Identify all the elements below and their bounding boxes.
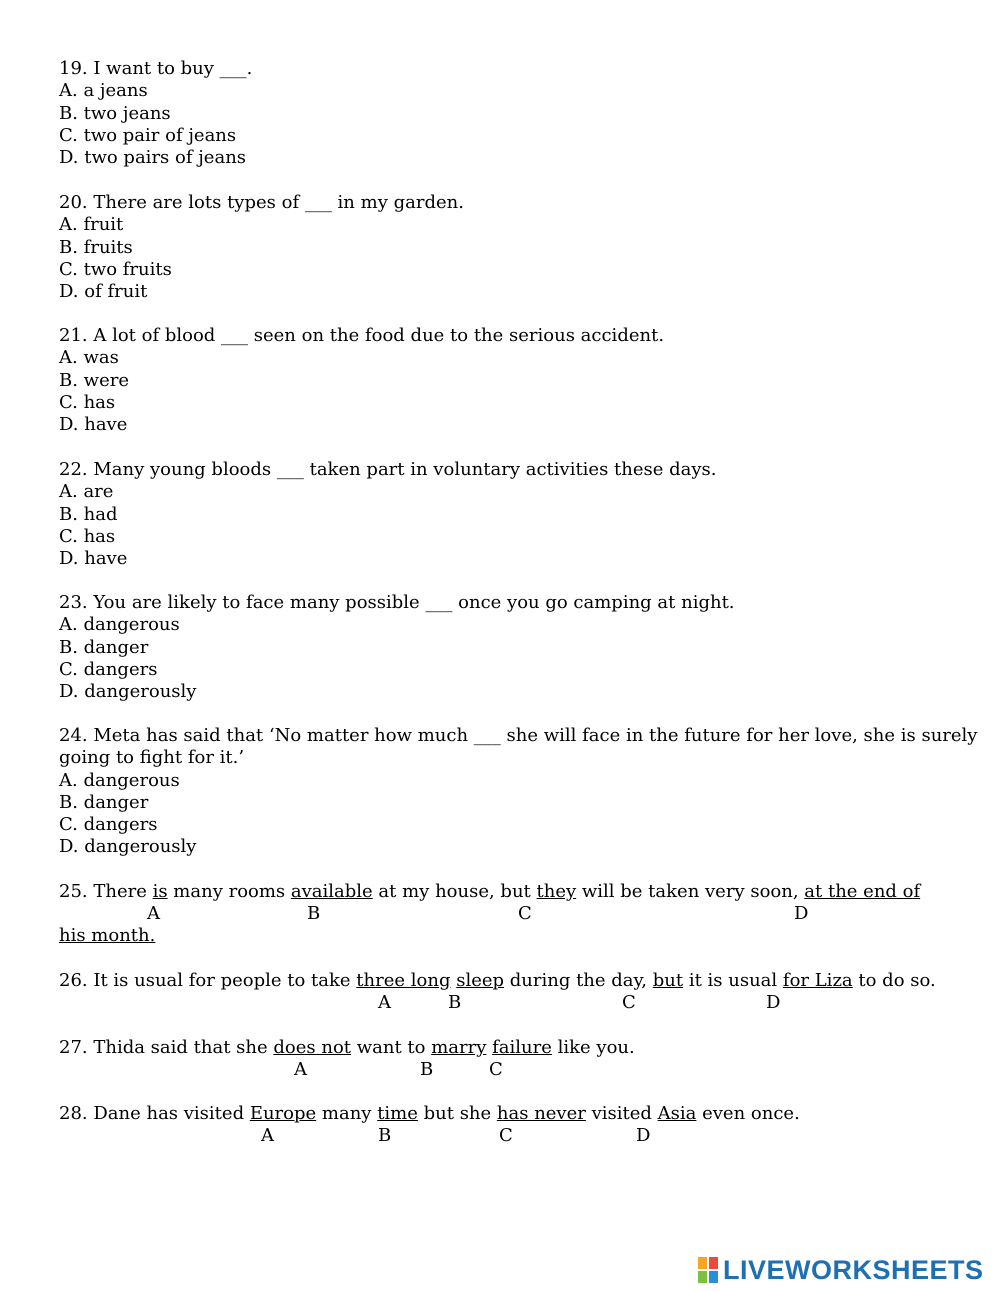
logo-block <box>697 1270 708 1284</box>
letter-d: D <box>636 1125 651 1147</box>
question-23 <box>59 592 735 703</box>
option-d: D. of fruit <box>59 281 148 303</box>
underlined-part-d: Asia <box>657 1103 697 1124</box>
question-sentence <box>59 1103 800 1125</box>
option-b: B. danger <box>59 636 149 658</box>
question-28 <box>59 1103 800 1147</box>
text: but she <box>417 1103 497 1124</box>
question-20 <box>59 192 464 303</box>
underlined-part-b: time <box>377 1103 418 1124</box>
option-a: A. are <box>59 481 114 503</box>
text: 25. There <box>59 881 153 902</box>
question-22 <box>59 459 717 570</box>
text: at my house, but <box>372 881 537 902</box>
option-c: C. has <box>59 391 116 413</box>
option-c: C. has <box>59 525 116 547</box>
option-b: B. two jeans <box>59 102 171 124</box>
logo-text: LIVEWORKSHEETS <box>723 1254 984 1285</box>
question-stem: 21. A lot of blood ___ seen on the food due to the serious accident. <box>59 325 665 346</box>
option-d: D. dangerously <box>59 836 197 858</box>
logo-block <box>697 1256 708 1270</box>
answer-letters <box>59 903 920 925</box>
text: 27. Thida said that she <box>59 1037 274 1058</box>
underlined-part-a: does not <box>273 1037 352 1058</box>
option-a: A. dangerous <box>59 614 180 636</box>
underlined-part-d: for Liza <box>782 970 853 991</box>
text: many <box>316 1103 378 1124</box>
option-c: C. dangers <box>59 658 158 680</box>
answer-letters <box>59 992 936 1014</box>
letter-c: C <box>499 1125 513 1147</box>
question-stem-line-1: 24. Meta has said that ‘No matter how much ___ she will face in the future for her love, she is surely <box>59 725 978 746</box>
letter-a: A <box>261 1125 274 1147</box>
text: 26. It is usual for people to take <box>59 970 357 991</box>
option-a: A. a jeans <box>59 80 148 102</box>
option-b: B. were <box>59 369 129 391</box>
text: to do so. <box>852 970 936 991</box>
letter-b: B <box>307 903 321 925</box>
text: many rooms <box>167 881 291 902</box>
question-stem: 22. Many young bloods ___ taken part in voluntary activities these days. <box>59 459 717 480</box>
question-sentence <box>59 970 936 992</box>
option-c: C. two pair of jeans <box>59 124 237 146</box>
text: like you. <box>551 1037 635 1058</box>
letter-c: C <box>622 992 636 1014</box>
letter-a: A <box>294 1059 307 1081</box>
option-c: C. two fruits <box>59 258 172 280</box>
question-25 <box>59 881 920 948</box>
option-d: D. have <box>59 414 128 436</box>
liveworksheets-logo <box>697 1255 984 1285</box>
option-c: C. dangers <box>59 814 158 836</box>
option-b: B. had <box>59 503 118 525</box>
question-stem-line-2: going to fight for it.’ <box>59 747 245 769</box>
underlined-part-b: available <box>290 881 373 902</box>
question-24 <box>59 725 977 859</box>
option-b: B. fruits <box>59 236 133 258</box>
question-stem: 23. You are likely to face many possible ___ once you go camping at night. <box>59 592 735 613</box>
letter-a: A <box>378 992 391 1014</box>
option-d: D. two pairs of jeans <box>59 147 247 169</box>
underlined-part-b: sleep <box>456 970 505 991</box>
text: even once. <box>696 1103 800 1124</box>
underlined-part-d-continued: his month. <box>59 925 156 947</box>
option-a: A. dangerous <box>59 769 180 791</box>
text: during the day, <box>504 970 653 991</box>
option-a: A. fruit <box>59 214 124 236</box>
text: visited <box>585 1103 658 1124</box>
letter-b: B <box>420 1059 434 1081</box>
option-a: A. was <box>59 347 119 369</box>
letter-c: C <box>489 1059 503 1081</box>
letter-a: A <box>147 903 160 925</box>
question-sentence <box>59 881 920 903</box>
letter-d: D <box>794 903 809 925</box>
logo-block <box>708 1270 719 1284</box>
answer-letters <box>59 1059 635 1081</box>
option-b: B. danger <box>59 791 149 813</box>
question-27 <box>59 1037 635 1081</box>
option-d: D. dangerously <box>59 681 197 703</box>
underlined-part-b: marry <box>431 1037 487 1058</box>
underlined-part-c: has never <box>496 1103 586 1124</box>
question-stem: 19. I want to buy ___. <box>59 58 253 79</box>
answer-letters <box>59 1125 800 1147</box>
option-d: D. have <box>59 548 128 570</box>
logo-block <box>708 1256 719 1270</box>
underlined-part-d: at the end of <box>804 881 921 902</box>
question-26 <box>59 970 936 1014</box>
underlined-part-a: three long <box>356 970 451 991</box>
question-19 <box>59 58 252 169</box>
underlined-part-a: is <box>152 881 168 902</box>
underlined-part-c: they <box>536 881 577 902</box>
letter-c: C <box>518 903 532 925</box>
question-sentence <box>59 1037 635 1059</box>
question-stem: 20. There are lots types of ___ in my garden. <box>59 192 464 213</box>
text: want to <box>351 1037 432 1058</box>
letter-d: D <box>766 992 781 1014</box>
text: will be taken very soon, <box>576 881 805 902</box>
text: 28. Dane has visited <box>59 1103 250 1124</box>
letter-b: B <box>378 1125 392 1147</box>
letter-b: B <box>448 992 462 1014</box>
question-21 <box>59 325 664 436</box>
text: it is usual <box>683 970 783 991</box>
liveworksheets-logo-icon <box>697 1256 719 1284</box>
underlined-part-a: Europe <box>249 1103 317 1124</box>
question-sentence-continued <box>59 925 920 947</box>
underlined-part-c: failure <box>492 1037 552 1058</box>
underlined-part-c: but <box>652 970 684 991</box>
